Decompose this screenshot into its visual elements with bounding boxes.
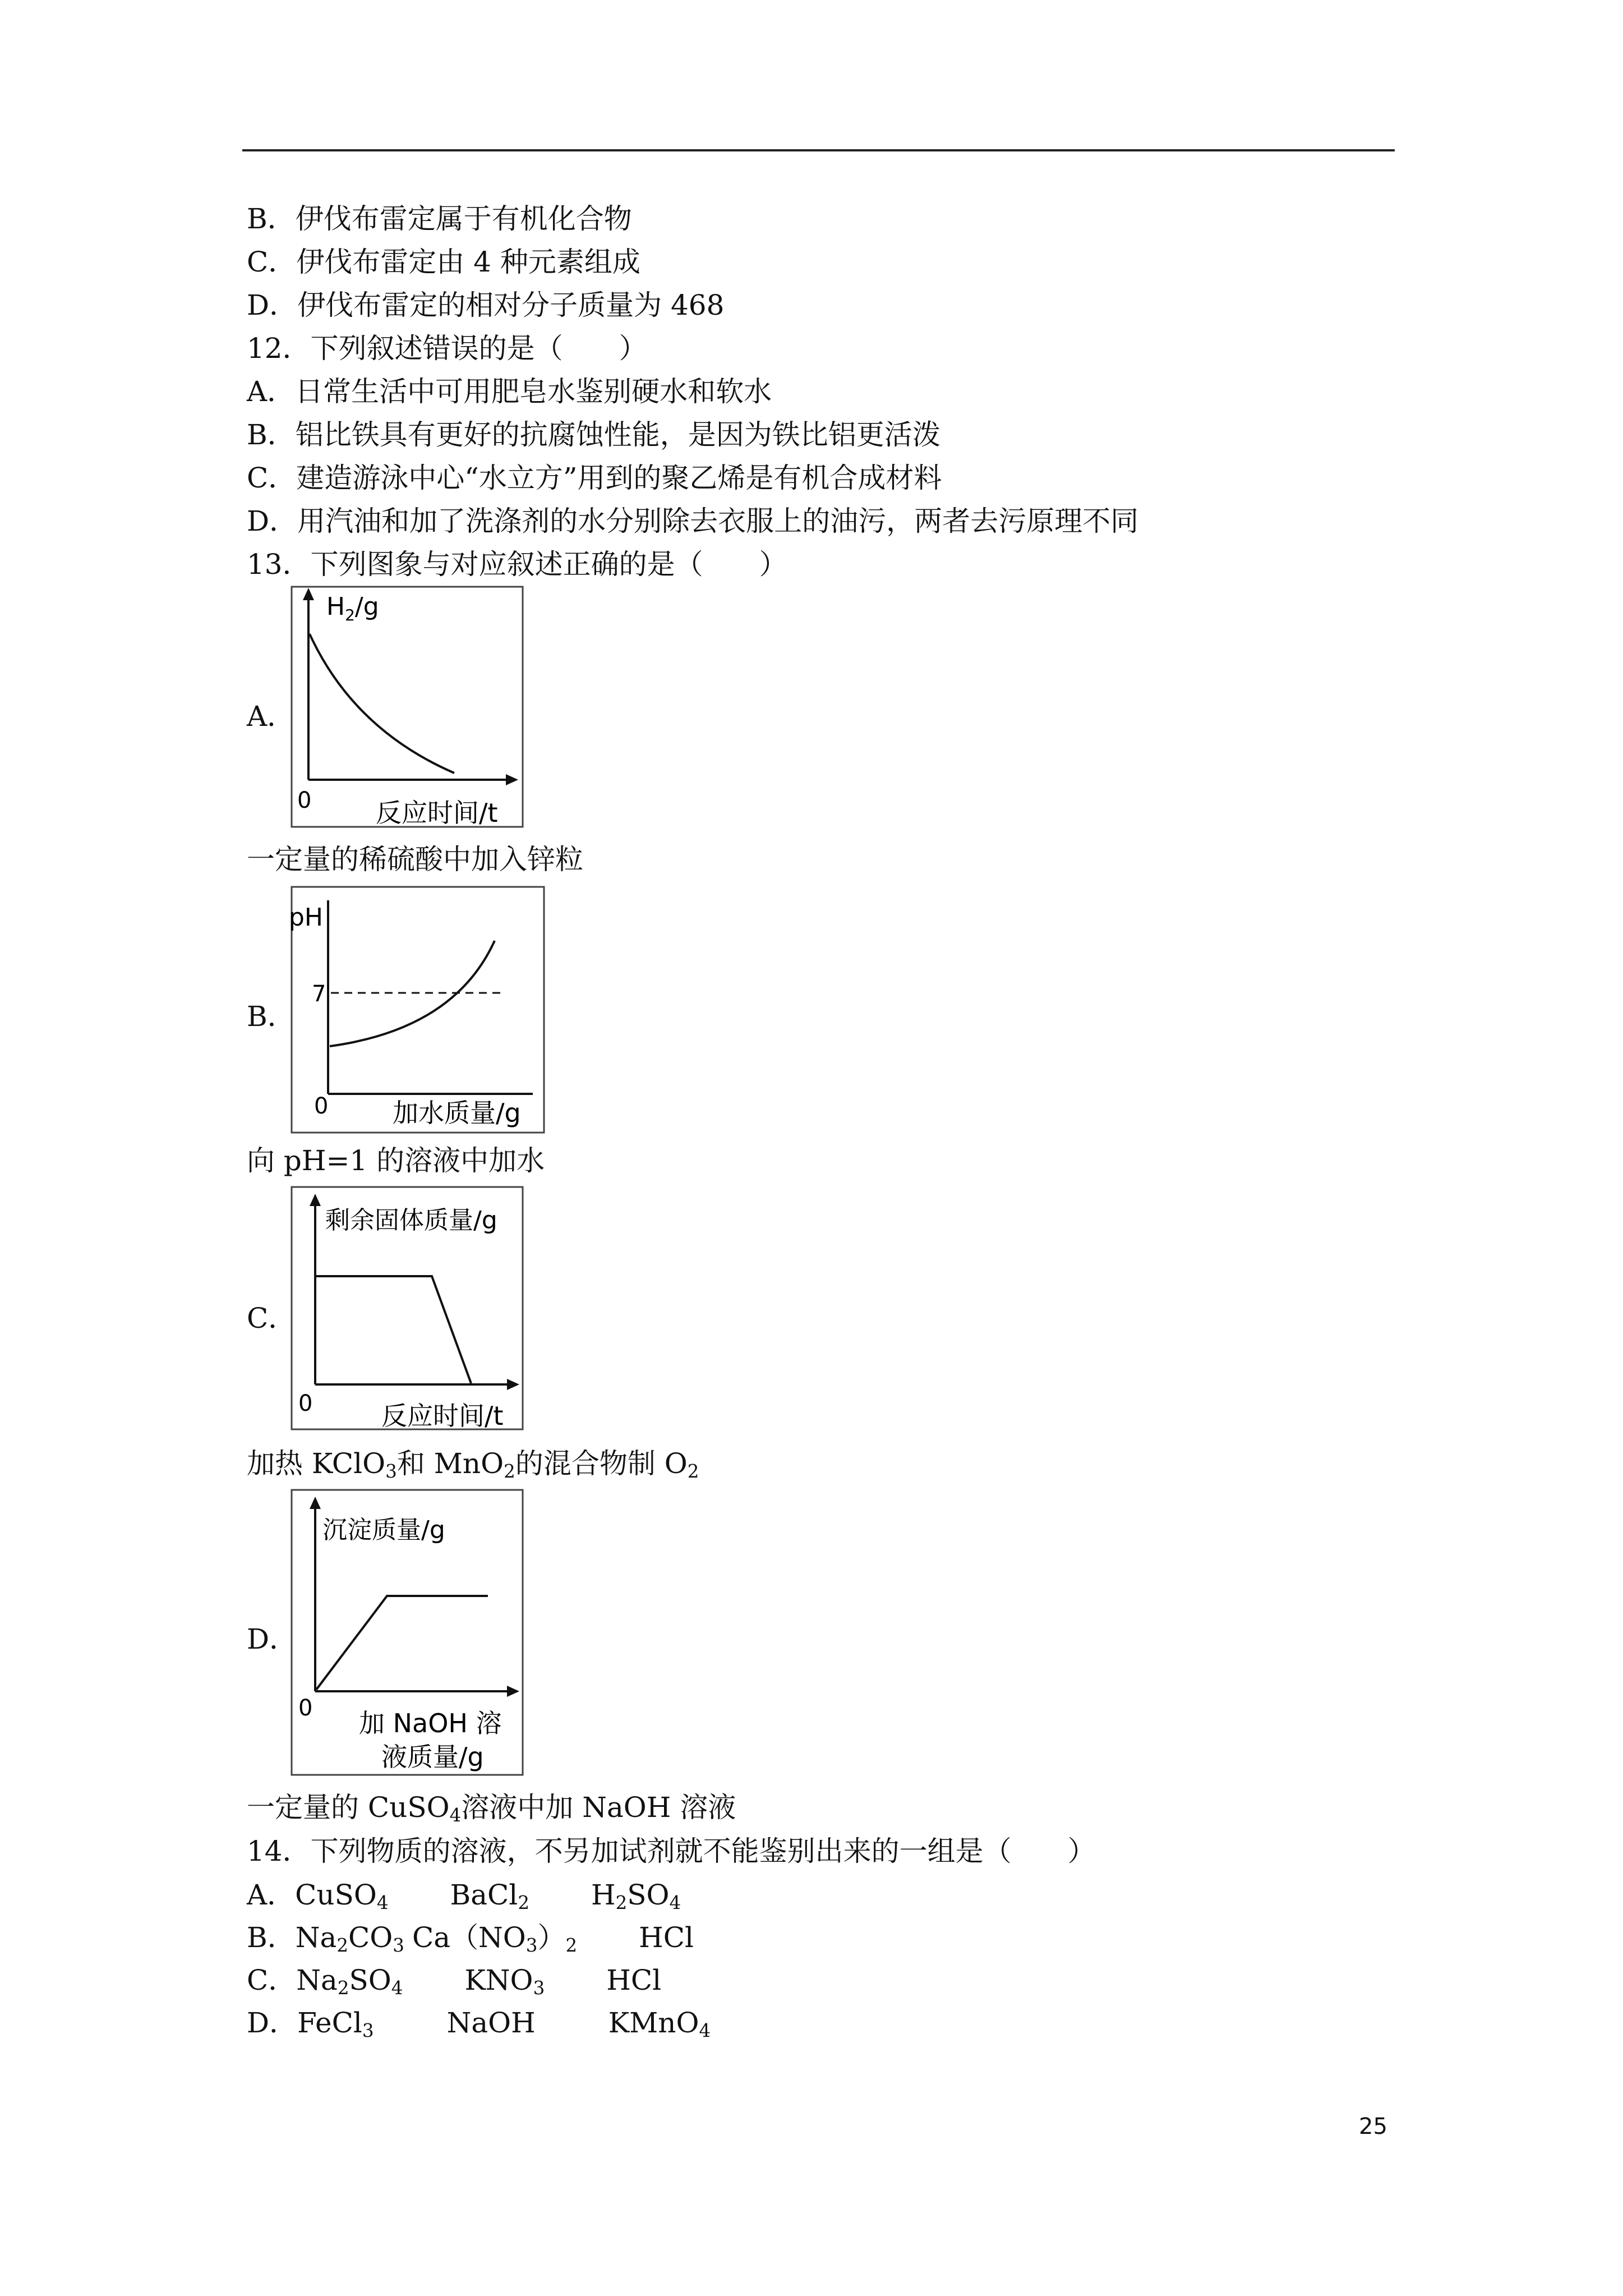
header-rule: [242, 149, 1395, 151]
graph-d-y-arrow: [310, 1497, 321, 1509]
graph-c-line: [316, 1276, 471, 1383]
graph-c-x-arrow: [507, 1379, 519, 1390]
graph-a-frame: [292, 587, 523, 827]
page-number: 25: [1359, 2114, 1387, 2139]
graph-b-ref-value: 7: [312, 981, 326, 1007]
q12-option-a: A．日常生活中可用肥皂水鉴别硬水和软水: [247, 375, 772, 408]
q13-option-b-letter: B．: [247, 1000, 296, 1033]
q14-option-a: A．CuSO$_4$ BaCl$_2$ $H_2SO_4$: [247, 1879, 681, 1914]
q13-graph-a: [286, 583, 527, 830]
graph-d-y-label: 沉淀质量/g: [322, 1516, 445, 1544]
q11-option-d: D．伊伐布雷定的相对分子质量为 468: [247, 289, 725, 321]
q14-option-d: D．FeCl$_3$ NaOH KMnO$_4$: [247, 2007, 711, 2042]
graph-d-x-label-line2: 液质量/g: [381, 1742, 484, 1772]
q13-graph-d: [286, 1487, 527, 1778]
graph-d-x-label-line1: 加 NaOH 溶: [359, 1708, 502, 1738]
q11-option-c: C．伊伐布雷定由 4 种元素组成: [247, 246, 640, 278]
q12-option-b: B．铝比铁具有更好的抗腐蚀性能，是因为铁比铝更活泼: [247, 418, 940, 451]
graph-a-origin: 0: [297, 788, 312, 813]
graph-a-x-arrow: [506, 774, 518, 785]
q13-graph-c: [286, 1184, 527, 1433]
graph-b-origin: 0: [314, 1093, 329, 1119]
q12-option-c: C．建造游泳中心“水立方”用到的聚乙烯是有机合成材料: [247, 462, 942, 494]
graph-c-y-arrow: [310, 1194, 321, 1206]
graph-c-x-label: 反应时间/t: [381, 1401, 504, 1431]
q13-option-d-letter: D．: [247, 1623, 298, 1655]
q12-stem: 12．下列叙述错误的是（ ）: [247, 332, 647, 365]
graph-b-x-label: 加水质量/g: [393, 1098, 521, 1128]
graph-a-y-arrow: [303, 588, 314, 600]
q13-option-c-letter: C．: [247, 1302, 297, 1335]
graph-d-origin: 0: [298, 1695, 313, 1721]
q14-option-b: B．$Na_2CO_3$ $Ca(NO_3)_2$ HCl: [247, 1921, 694, 1957]
graph-b-frame: [292, 887, 544, 1133]
graph-b-y-label: pH: [289, 903, 324, 932]
graph-a-x-label: 反应时间/t: [376, 798, 498, 828]
q12-option-d: D．用汽油和加了洗涤剂的水分别除去衣服上的油污，两者去污原理不同: [247, 505, 1139, 537]
graph-c-origin: 0: [298, 1391, 313, 1416]
graph-a-y-label: $H_2/g$: [326, 592, 379, 624]
q13-option-a-letter: A．: [247, 700, 296, 733]
q13-graph-b: [286, 884, 550, 1136]
q13-stem: 13．下列图象与对应叙述正确的是（ ）: [247, 548, 787, 581]
q13-option-d-caption: 一定量的 CuSO$_4$溶液中加 NaOH 溶液: [247, 1791, 736, 1826]
graph-c-y-label: 剩余固体质量/g: [325, 1206, 497, 1235]
graph-d-x-arrow: [507, 1686, 519, 1697]
q14-stem: 14．下列物质的溶液，不另加试剂就不能鉴别出来的一组是（ ）: [247, 1835, 1096, 1867]
q13-option-b-caption: 向 pH=1 的溶液中加水: [247, 1144, 545, 1177]
graph-d-line: [316, 1596, 488, 1690]
graph-a-curve: [310, 634, 454, 773]
q14-option-c: C．$Na_2SO_4$ $KNO_3$ HCl: [247, 1964, 662, 1999]
q13-option-c-caption: 加热 KClO$_3$和 MnO$_2$的混合物制 $O_2$: [247, 1447, 699, 1483]
q11-option-b: B．伊伐布雷定属于有机化合物: [247, 203, 632, 235]
q13-option-a-caption: 一定量的稀硫酸中加入锌粒: [247, 843, 583, 876]
